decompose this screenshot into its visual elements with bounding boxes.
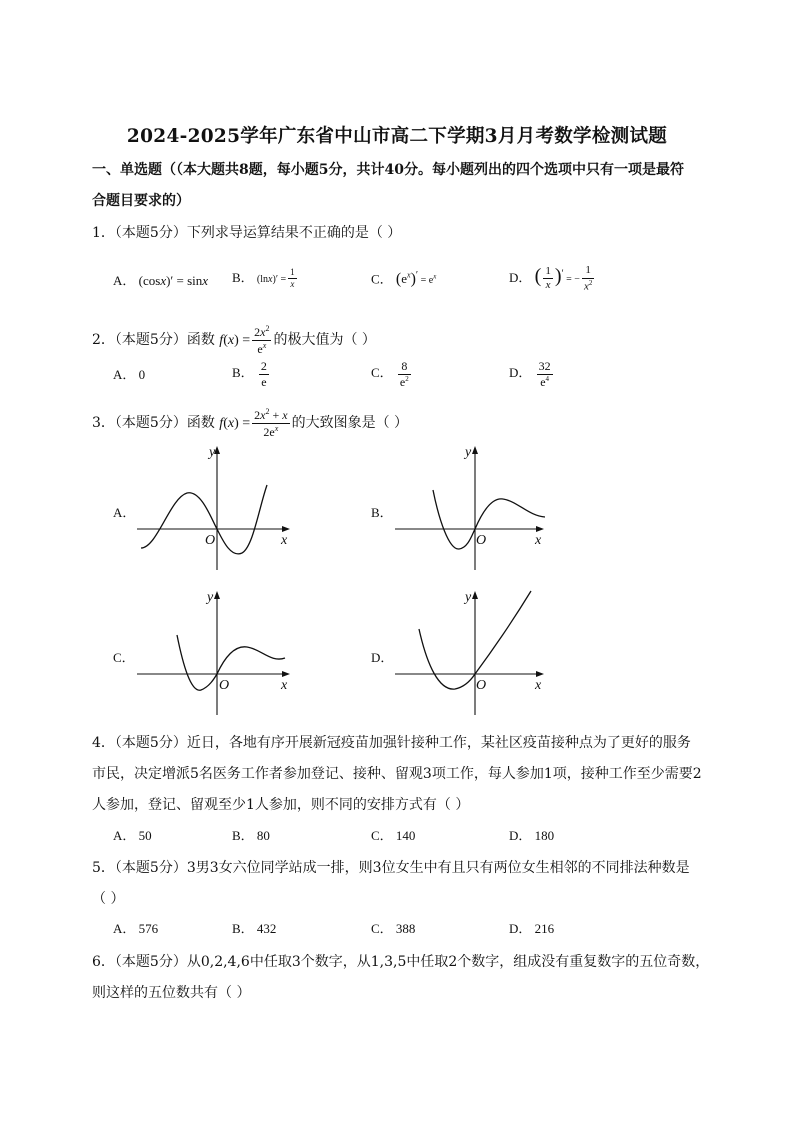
- page-title: 2024-2025学年广东省中山市高二下学期3月月考数学检测试题: [126, 126, 668, 147]
- y-axis-arrow: [472, 446, 478, 454]
- origin-label: O: [476, 678, 487, 693]
- q3-graph-c[interactable]: [135, 585, 295, 720]
- x-axis-arrow: [282, 526, 290, 532]
- q5-option-d[interactable]: D． 216: [509, 921, 555, 936]
- q5-option-c[interactable]: C． 388: [371, 921, 416, 936]
- q2-option-b[interactable]: B． $\frac{2}{e}$: [232, 359, 267, 389]
- question-1-stem: [92, 226, 401, 240]
- x-axis-arrow: [282, 671, 290, 677]
- question-4-line-3: 人参加，登记、留观至少1人参加，则不同的安排方式有（ ）: [92, 797, 470, 813]
- q4-option-b[interactable]: B． 80: [232, 828, 270, 843]
- question-2-stem: 2．（本题5分）函数 f(x) = $\frac{2x^2}{e^x}$ 的极大值为（ ）: [92, 324, 376, 356]
- question-text: 下列求导运算结果不正确的是（ ）: [186, 225, 402, 241]
- q5-option-a[interactable]: A． 576: [113, 921, 159, 936]
- question-5-line-1: 5．（本题5分）3男3女六位同学站成一排，则3位女生中有且只有两位女生相邻的不同排法种数是: [92, 860, 690, 876]
- q2-option-a[interactable]: A． 0: [113, 367, 146, 382]
- question-5-line-2: （ ）: [92, 891, 125, 907]
- q3-graph-a[interactable]: [135, 440, 295, 575]
- question-6-line-1: 6．（本题5分）从0,2,4,6中任取3个数字，从1,3,5中任取2个数字，组成没有重复数字的五位奇数，: [92, 954, 710, 970]
- q4-option-c[interactable]: C． 140: [371, 828, 416, 843]
- q4-option-a[interactable]: A． 50: [113, 828, 152, 843]
- y-axis-label: y: [209, 445, 216, 460]
- question-number: 1．: [92, 225, 115, 241]
- question-tag: （本题5分）: [114, 225, 187, 241]
- q5-option-b[interactable]: B． 432: [232, 921, 277, 936]
- q4-option-d[interactable]: D． 180: [509, 828, 555, 843]
- y-axis-label: y: [207, 590, 214, 605]
- x-axis-label: x: [281, 678, 288, 693]
- q3-graph-d[interactable]: [393, 585, 553, 720]
- y-axis-arrow: [472, 591, 478, 599]
- origin-label: O: [219, 678, 230, 693]
- section-heading-line-1: 一、单选题（（本大题共8题，每小题5分，共计40分。每小题列出的四个选项中只有一项是最符: [92, 162, 684, 178]
- q3-graph-b[interactable]: [393, 440, 553, 575]
- q2-option-d[interactable]: D． $\frac{32}{e^4}$: [509, 359, 551, 389]
- y-axis-label: y: [465, 590, 472, 605]
- x-axis-label: x: [281, 533, 288, 548]
- section-heading-line-2: 合题目要求的）: [92, 193, 190, 209]
- origin-label: O: [205, 533, 216, 548]
- q1-option-a[interactable]: A． (cosx)′ = sinx: [113, 273, 209, 288]
- x-axis-arrow: [536, 526, 544, 532]
- y-axis-arrow: [214, 591, 220, 599]
- q3-option-a-label[interactable]: A．: [113, 505, 136, 520]
- question-6-line-2: 则这样的五位数共有（ ）: [92, 985, 251, 1001]
- curve: [141, 485, 267, 554]
- q1-option-d[interactable]: D． ( $\frac{1}{x}$ )′ = − $\frac{1}{x^2}$: [509, 264, 593, 293]
- x-axis-label: x: [535, 678, 542, 693]
- q3-option-c-label[interactable]: C．: [113, 650, 135, 665]
- x-axis-label: x: [535, 533, 542, 548]
- q3-option-b-label[interactable]: B．: [371, 505, 393, 520]
- q1-option-c[interactable]: C． $(e^x)' = e^x$: [371, 270, 437, 288]
- y-axis-label: y: [465, 445, 472, 460]
- q3-option-d-label[interactable]: D．: [371, 650, 394, 665]
- question-4-line-1: 4．（本题5分）近日，各地有序开展新冠疫苗加强针接种工作，某社区疫苗接种点为了更好的服务: [92, 735, 691, 751]
- curve: [177, 635, 285, 690]
- question-3-stem: 3．（本题5分）函数 f(x) = $\frac{2x^2 + x}{2e^x}$ 的大致图象是（ ）: [92, 407, 409, 439]
- q2-option-c[interactable]: C． $\frac{8}{e^2}$: [371, 359, 409, 389]
- x-axis-arrow: [536, 671, 544, 677]
- question-4-line-2: 市民，决定增派5名医务工作者参加登记、接种、留观3项工作，每人参加1项，接种工作至少需要2: [92, 766, 702, 782]
- curve: [433, 490, 545, 549]
- origin-label: O: [476, 533, 487, 548]
- q1-option-b[interactable]: B． (lnx)′ = $\frac{1}{x}$: [232, 267, 295, 290]
